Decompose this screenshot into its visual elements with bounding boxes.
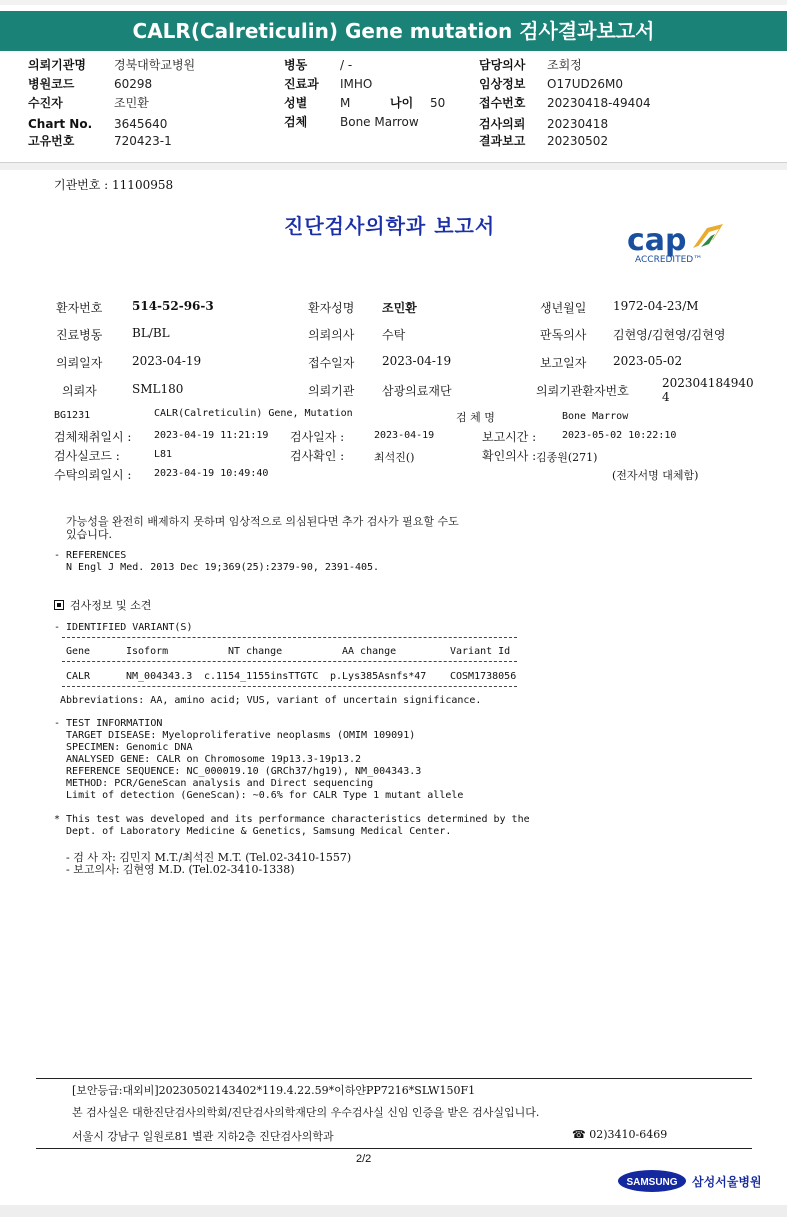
request-date-label: 검사의뢰 bbox=[479, 117, 526, 131]
test-code: BG1231 bbox=[54, 410, 91, 421]
clinical-info-value: O17UD26M0 bbox=[547, 77, 623, 91]
age-value: 50 bbox=[430, 96, 446, 110]
abbreviations: Abbreviations: AA, amino acid; VUS, variant of uncertain significance. bbox=[60, 695, 482, 706]
birth-value: 1972-04-23/M bbox=[613, 299, 699, 313]
footer-bottom-rule bbox=[36, 1148, 752, 1149]
report-time-label: 보고시간 : bbox=[482, 430, 537, 444]
department-value: IMHO bbox=[340, 77, 373, 91]
order-date-label: 의뢰일자 bbox=[56, 356, 103, 370]
report-title: 진단검사의학과 보고서 bbox=[284, 214, 496, 238]
samsung-logo-word: SAMSUNG bbox=[626, 1177, 678, 1188]
test-info-reference: REFERENCE SEQUENCE: NC_000019.10 (GRCh37/hg19), NM_004343.3 bbox=[54, 766, 422, 777]
hospital-value: 경북대학교병원 bbox=[114, 58, 196, 72]
cap-logo-word: cap bbox=[627, 223, 687, 258]
page-number: 2/2 bbox=[356, 1153, 372, 1165]
patient-value: 조민환 bbox=[114, 96, 149, 110]
receive-date-value: 2023-04-19 bbox=[382, 354, 452, 368]
footer-top-rule bbox=[36, 1078, 752, 1079]
address-line: 서울시 강남구 일원로81 별관 지하2층 진단검사의학과 bbox=[72, 1130, 334, 1143]
cap-accredited-logo bbox=[627, 220, 727, 266]
security-line: [보안등급:대외비]20230502143402*119.4.22.59*이하얀PP7216*SLW150F1 bbox=[72, 1084, 476, 1097]
patient-name-label: 환자성명 bbox=[308, 301, 355, 315]
agency-number: 기관번호 : 11100958 bbox=[54, 178, 174, 192]
doctor-label: 담당의사 bbox=[479, 58, 526, 72]
cell-aa-change: p.Lys385Asnfs*47 bbox=[330, 671, 427, 682]
test-info-target: TARGET DISEASE: Myeloproliferative neoplasms (OMIM 109091) bbox=[54, 730, 416, 741]
note-line-1: 가능성을 완전히 배제하지 못하며 임상적으로 의심된다면 추가 검사가 필요할 수도 bbox=[66, 515, 459, 528]
test-info-method: METHOD: PCR/GeneScan analysis and Direct sequencing bbox=[54, 778, 374, 789]
th-aa-change: AA change bbox=[342, 646, 397, 657]
specimen-label: 검체 bbox=[284, 115, 308, 129]
commission-value: 2023-04-19 10:49:40 bbox=[154, 468, 269, 479]
variants-heading: - IDENTIFIED VARIANT(S) bbox=[54, 622, 193, 633]
birth-label: 생년월일 bbox=[540, 301, 587, 315]
test-info-heading: - TEST INFORMATION bbox=[54, 718, 163, 729]
development-note-2: Dept. of Laboratory Medicine & Genetics, Samsung Medical Center. bbox=[54, 826, 452, 837]
development-note-1: * This test was developed and its performance characteristics determined by the bbox=[54, 814, 530, 825]
test-name: CALR(Calreticulin) Gene, Mutation bbox=[154, 408, 353, 419]
lab-code-label: 검사실코드 : bbox=[54, 449, 120, 463]
ward-label: 병동 bbox=[284, 58, 308, 72]
phone-line: ☎ 02)3410-6469 bbox=[572, 1128, 668, 1141]
reading-doctor-value: 김현영/김현영/김현영 bbox=[613, 328, 726, 342]
request-date-value: 20230418 bbox=[547, 117, 609, 131]
report-date-value: 2023-05-02 bbox=[613, 354, 683, 368]
confirm-doctor-label: 확인의사 : bbox=[482, 449, 537, 463]
age-label: 나이 bbox=[390, 96, 414, 110]
result-date-value: 20230502 bbox=[547, 134, 609, 148]
report-banner bbox=[0, 0, 787, 52]
esign-note: (전자서명 대체함) bbox=[612, 469, 699, 482]
hospital-code-label: 병원코드 bbox=[28, 77, 75, 91]
unique-no-value: 720423-1 bbox=[114, 134, 172, 148]
reference-citation: N Engl J Med. 2013 Dec 19;369(25):2379-90, 2391-405. bbox=[66, 562, 380, 573]
test-info-limit: Limit of detection (GeneScan): ~0.6% for CALR Type 1 mutant allele bbox=[54, 790, 464, 801]
lab-code-value: L81 bbox=[154, 449, 173, 460]
agency-patient-no-value-cont: 4 bbox=[662, 390, 670, 404]
hospital-label: 의뢰기관명 bbox=[28, 58, 86, 72]
test-date-value: 2023-04-19 bbox=[374, 430, 435, 441]
ward-value: / - bbox=[340, 58, 353, 72]
requesting-agency-value: 삼광의료재단 bbox=[382, 384, 452, 398]
th-isoform: Isoform bbox=[126, 646, 169, 657]
agency-patient-no-label: 의뢰기관환자번호 bbox=[536, 384, 629, 398]
test-info-gene: ANALYSED GENE: CALR on Chromosome 19p13.3-19p13.2 bbox=[54, 754, 362, 765]
reporting-doctor-line: - 보고의사: 김현영 M.D. (Tel.02-3410-1338) bbox=[66, 863, 295, 876]
referring-doctor-value: 수탁 bbox=[382, 328, 406, 342]
patient-name-value: 조민환 bbox=[382, 301, 417, 315]
chart-no-label: Chart No. bbox=[28, 117, 93, 131]
specimen-value: Bone Marrow bbox=[340, 115, 419, 129]
department-label: 진료과 bbox=[284, 77, 319, 91]
section-square-icon bbox=[54, 600, 64, 610]
cell-gene: CALR bbox=[66, 671, 91, 682]
report-time-value: 2023-05-02 10:22:10 bbox=[562, 430, 677, 441]
test-confirm-label: 검사확인 : bbox=[290, 449, 345, 463]
table-header-rule bbox=[62, 661, 517, 662]
banner-title: CALR(Calreticulin) Gene mutation 검사결과보고서 bbox=[0, 11, 787, 51]
ward-bl-value: BL/BL bbox=[132, 326, 170, 340]
doctor-value: 조회정 bbox=[547, 58, 582, 72]
cell-isoform: NM_004343.3 bbox=[126, 671, 193, 682]
samsung-hospital-logo bbox=[618, 1167, 760, 1195]
chart-no-value: 3645640 bbox=[114, 117, 168, 131]
table-bottom-rule bbox=[62, 686, 517, 687]
referring-doctor-label: 의뢰의사 bbox=[308, 328, 355, 342]
samsung-logo-hospital: 삼성서울병원 bbox=[692, 1175, 760, 1189]
certification-line: 본 검사실은 대한진단검사의학회/진단검사의학재단의 우수검사실 신임 인증을 받은 검사실입니다. bbox=[72, 1106, 540, 1119]
commission-label: 수탁의뢰일시 : bbox=[54, 468, 132, 482]
specimen-name-value: Bone Marrow bbox=[562, 411, 629, 422]
confirm-doctor-value: 김종원(271) bbox=[536, 451, 598, 464]
sex-value: M bbox=[340, 96, 351, 110]
cell-nt-change: c.1154_1155insTTGTC bbox=[204, 671, 319, 682]
ward-bl-label: 진료병동 bbox=[56, 328, 103, 342]
collect-value: 2023-04-19 11:21:19 bbox=[154, 430, 269, 441]
clinical-info-label: 임상정보 bbox=[479, 77, 526, 91]
tester-line: - 검 사 자: 김민지 M.T./최석진 M.T. (Tel.02-3410-1557) bbox=[66, 851, 352, 864]
patient-no-value: 514-52-96-3 bbox=[132, 299, 214, 313]
result-date-label: 결과보고 bbox=[479, 134, 526, 148]
test-confirm-value: 최석진() bbox=[374, 451, 415, 464]
order-date-value: 2023-04-19 bbox=[132, 354, 202, 368]
sex-label: 성별 bbox=[284, 96, 308, 110]
agency-patient-no-value: 202304184940 bbox=[662, 376, 754, 390]
header-divider bbox=[0, 162, 787, 170]
specimen-name-label: 검 체 명 bbox=[456, 411, 495, 424]
requesting-agency-label: 의뢰기관 bbox=[308, 384, 355, 398]
receipt-no-label: 접수번호 bbox=[479, 96, 526, 110]
th-gene: Gene bbox=[66, 646, 91, 657]
cell-variant-id: COSM1738056 bbox=[450, 671, 517, 682]
test-date-label: 검사일자 : bbox=[290, 430, 345, 444]
references-heading: - REFERENCES bbox=[54, 550, 127, 561]
table-top-rule bbox=[62, 637, 517, 638]
bottom-strip bbox=[0, 1205, 787, 1217]
receipt-no-value: 20230418-49404 bbox=[547, 96, 651, 110]
test-info-specimen: SPECIMEN: Genomic DNA bbox=[54, 742, 193, 753]
receive-date-label: 접수일자 bbox=[308, 356, 355, 370]
section-heading-text: 검사정보 및 소견 bbox=[70, 599, 152, 612]
th-variant-id: Variant Id bbox=[450, 646, 511, 657]
th-nt-change: NT change bbox=[228, 646, 283, 657]
patient-label: 수진자 bbox=[28, 96, 63, 110]
reading-doctor-label: 판독의사 bbox=[540, 328, 587, 342]
hospital-code-value: 60298 bbox=[114, 77, 153, 91]
report-date-label: 보고일자 bbox=[540, 356, 587, 370]
section-heading bbox=[54, 597, 151, 613]
requester-value: SML180 bbox=[132, 382, 184, 396]
note-line-2: 있습니다. bbox=[66, 528, 113, 541]
patient-no-label: 환자번호 bbox=[56, 301, 103, 315]
unique-no-label: 고유번호 bbox=[28, 134, 75, 148]
cap-logo-sub: ACCREDITED™ bbox=[635, 255, 703, 265]
requester-label: 의뢰자 bbox=[62, 384, 97, 398]
collect-label: 검체채취일시 : bbox=[54, 430, 132, 444]
